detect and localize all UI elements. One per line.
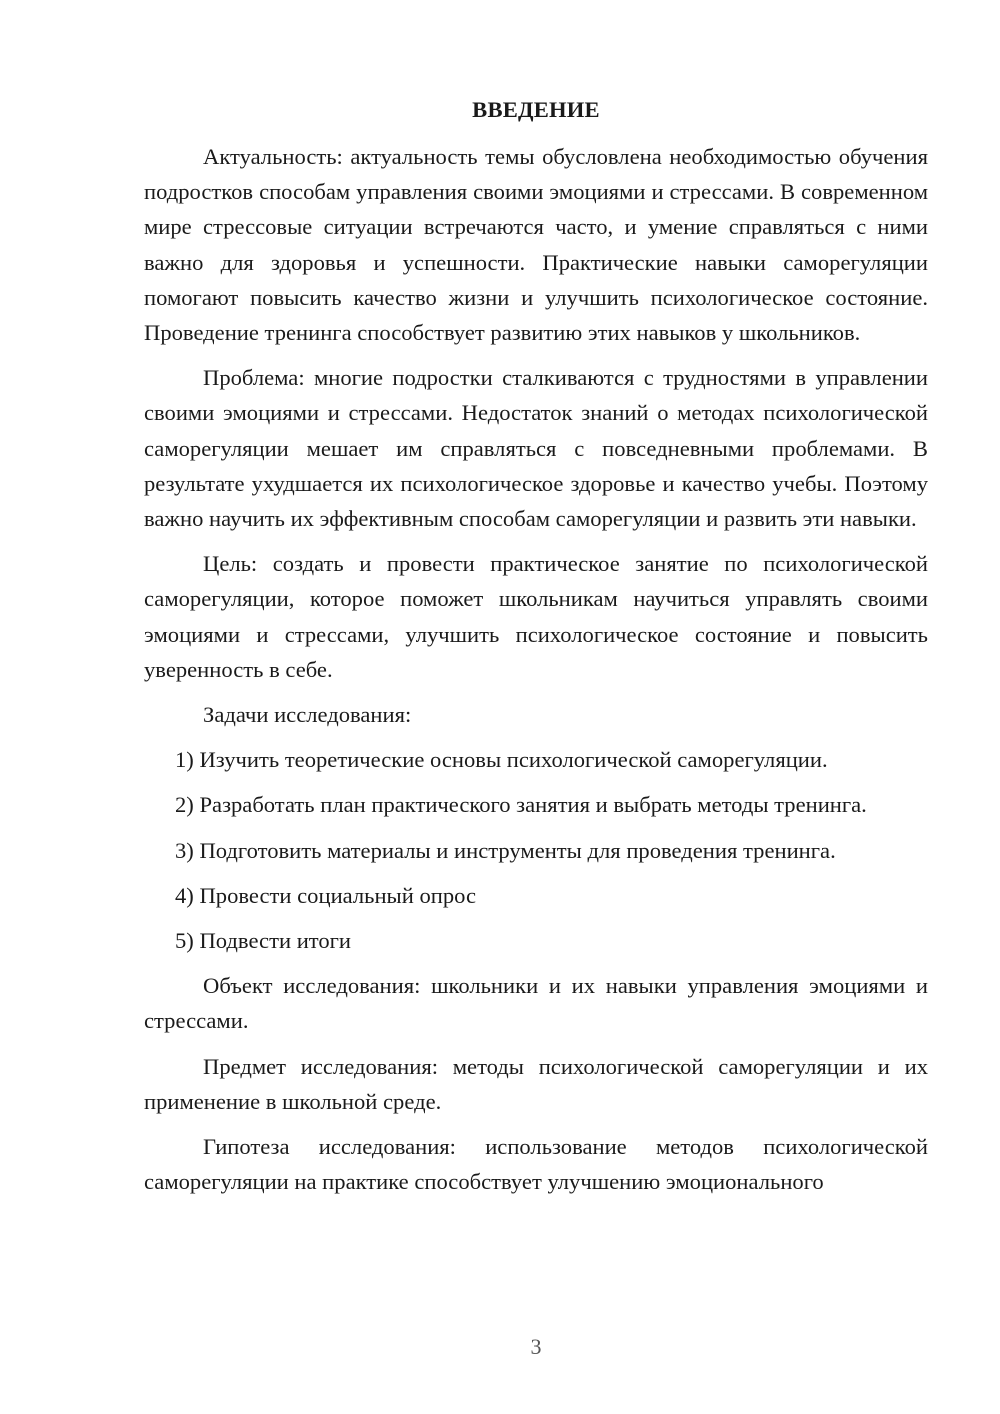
- page-number: 3: [530, 1334, 542, 1359]
- tasks-heading: Задачи исследования:: [203, 702, 412, 728]
- section-title: ВВЕДЕНИЕ: [472, 97, 600, 122]
- subject-paragraph: Предмет исследования: методы психологической саморегуляции и их применение в школьной среде.: [144, 1053, 928, 1114]
- object-paragraph: Объект исследования: школьники и их навыки управления эмоциями и стрессами.: [144, 973, 928, 1034]
- task-item-4: 4) Провести социальный опрос: [175, 882, 477, 908]
- hypothesis-paragraph: Гипотеза исследования: использование методов психологической саморегуляции на практике способствует улучшению эмоционального: [144, 1134, 928, 1195]
- task-item-3: 3) Подготовить материалы и инструменты для проведения тренинга.: [175, 837, 836, 863]
- task-item-1: 1) Изучить теоретические основы психологической саморегуляции.: [175, 747, 828, 773]
- task-item-5: 5) Подвести итоги: [175, 928, 352, 954]
- goal-paragraph: Цель: создать и провести практическое занятие по психологической саморегуляции, которое поможет школьникам научиться управлять своими эмоциями и стрессами, улучшить психологическое состояние и повысить уверенность в себе.: [144, 551, 928, 682]
- problem-paragraph: Проблема: многие подростки сталкиваются с трудностями в управлении своими эмоциями и стрессами. Недостаток знаний о методах психологической саморегуляции мешает им справляться с повседневными проблемами. В результате ухудшается их психологическое здоровье и качество учебы. Поэтому важно научить их эффективным способам саморегуляции и развить эти навыки.: [144, 365, 928, 532]
- document-body: [144, 92, 928, 1209]
- relevance-paragraph: Актуальность: актуальность темы обусловлена необходимостью обучения подростков способам управления своими эмоциями и стрессами. В современном мире стрессовые ситуации встречаются часто, и умение справляться с ними важно для здоровья и успешности. Практические навыки саморегуляции помогают повысить качество жизни и улучшить психологическое состояние. Проведение тренинга способствует развитию этих навыков у школьников.: [144, 144, 928, 346]
- task-item-2: 2) Разработать план практического занятия и выбрать методы тренинга.: [175, 792, 867, 818]
